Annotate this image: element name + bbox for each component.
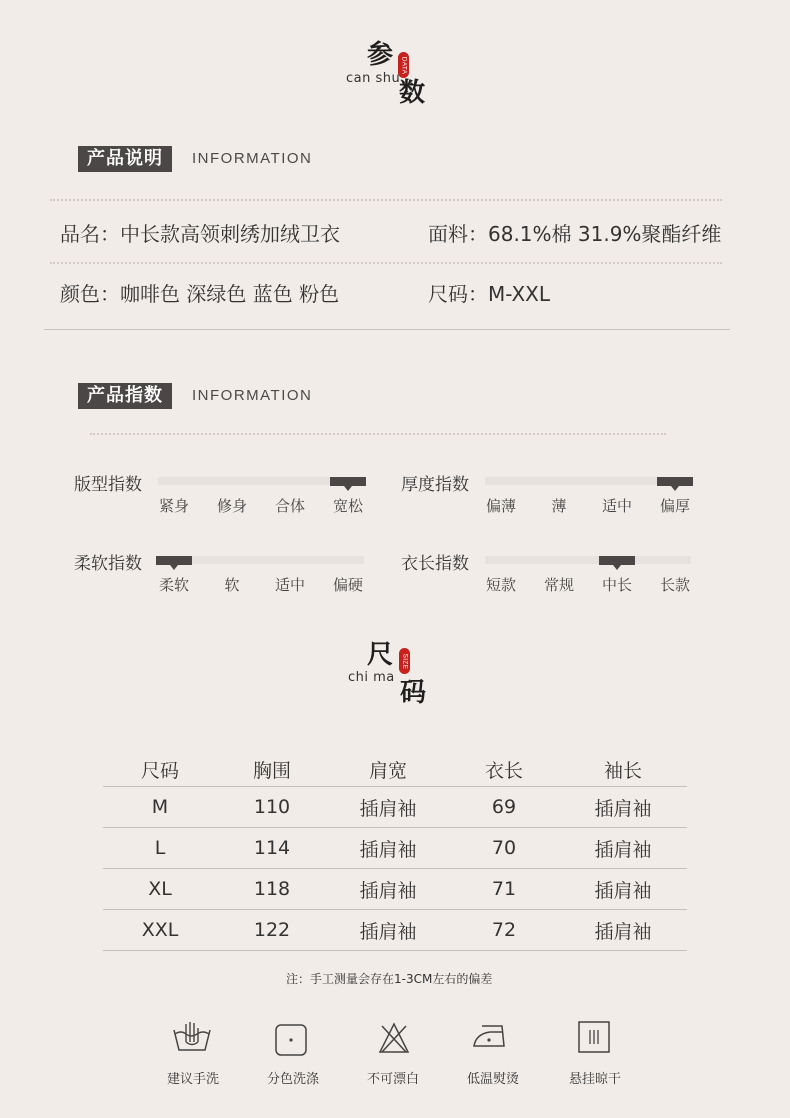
measure-note: 注：手工测量会存在1-3CM左右的偏差 [286,972,493,986]
index-option: 薄 [551,497,567,515]
size-section-title [347,640,437,710]
index-label: 衣长指数 [401,554,469,574]
params-title-char-2: 数 [399,78,426,108]
index-label: 版型指数 [74,475,142,495]
table-header-cell: 衣长 [484,759,523,782]
table-cell: 69 [449,787,559,828]
table-header-cell: 肩宽 [368,759,407,782]
product-desc-en: INFORMATION [192,150,313,167]
table-header-cell: 袖长 [603,759,642,782]
table-cell: 118 [217,869,327,910]
index-option: 偏厚 [659,497,690,515]
hang-dry-icon [577,1020,617,1056]
product-index-tag: 产品指数 [78,383,172,409]
table-cell: 71 [449,869,559,910]
size-title-char-1: 尺 [367,640,394,670]
index-option: 软 [224,576,240,594]
index-option: 偏硬 [332,576,363,594]
index-label: 厚度指数 [401,475,469,495]
index-track [485,556,691,564]
table-cell: XXL [103,910,217,951]
index-option: 柔软 [158,576,189,594]
index-option: 中长 [601,576,632,594]
index-option: 短款 [485,576,516,594]
index-option: 修身 [216,497,247,515]
table-cell: M [103,787,217,828]
divider [50,199,722,201]
care-label-low-iron: 低温熨烫 [466,1072,519,1087]
table-cell: 70 [449,828,559,869]
table-cell: 插肩袖 [559,828,687,869]
params-title-char-1: 参 [367,40,394,70]
size-title-char-2: 码 [400,678,427,708]
table-row [103,869,687,910]
table-cell: 插肩袖 [327,787,449,828]
table-cell: 插肩袖 [327,828,449,869]
index-option: 宽松 [332,497,363,515]
table-header-cell: 胸围 [252,759,291,782]
index-option: 偏薄 [485,497,516,515]
params-title-pinyin: can shu [346,71,401,86]
data-seal: DATA [398,52,409,78]
table-cell: L [103,828,217,869]
table-cell: 72 [449,910,559,951]
table-cell: 114 [217,828,327,869]
table-cell: XL [103,869,217,910]
index-marker [330,477,366,486]
divider [50,262,722,264]
care-label-hang-dry: 悬挂晾干 [568,1072,621,1087]
size-seal: SIZE [399,648,410,674]
table-cell: 110 [217,787,327,828]
product-desc-tag: 产品说明 [78,146,172,172]
index-option: 适中 [601,497,632,515]
care-label-no-bleach: 不可漂白 [366,1072,419,1087]
product-index-en: INFORMATION [192,387,313,404]
table-header-row [103,752,687,787]
table-cell: 122 [217,910,327,951]
index-option: 紧身 [158,497,189,515]
index-marker [657,477,693,486]
index-marker [599,556,635,565]
table-row [103,828,687,869]
index-option: 长款 [659,576,690,594]
size-title-pinyin: chi ma [348,670,395,685]
product-sizes: 尺码：M-XXL [428,282,551,306]
table-cell: 插肩袖 [559,910,687,951]
table-header-cell: 尺码 [140,759,179,782]
product-fabric: 面料：68.1%棉 31.9%聚酯纤维 [428,222,722,246]
params-section-title [345,40,435,110]
table-row [103,910,687,951]
size-table [103,752,687,951]
care-label-hand-wash: 建议手洗 [166,1072,219,1087]
low-iron-icon [472,1020,512,1056]
index-option: 适中 [274,576,305,594]
no-bleach-icon [376,1020,416,1056]
table-cell: 插肩袖 [559,869,687,910]
tumble-dry-icon [273,1022,313,1058]
product-name: 品名：中长款高领刺绣加绒卫衣 [60,222,340,246]
index-marker [156,556,192,565]
table-cell: 插肩袖 [327,910,449,951]
index-option: 常规 [543,576,574,594]
table-cell: 插肩袖 [327,869,449,910]
care-label-separate-wash: 分色洗涤 [266,1072,319,1087]
table-row [103,787,687,828]
table-cell: 插肩袖 [559,787,687,828]
divider [44,329,730,330]
index-option: 合体 [274,497,305,515]
product-colors: 颜色：咖啡色 深绿色 蓝色 粉色 [60,282,340,306]
hand-wash-icon [172,1020,212,1056]
divider [90,433,666,435]
index-label: 柔软指数 [74,554,142,574]
